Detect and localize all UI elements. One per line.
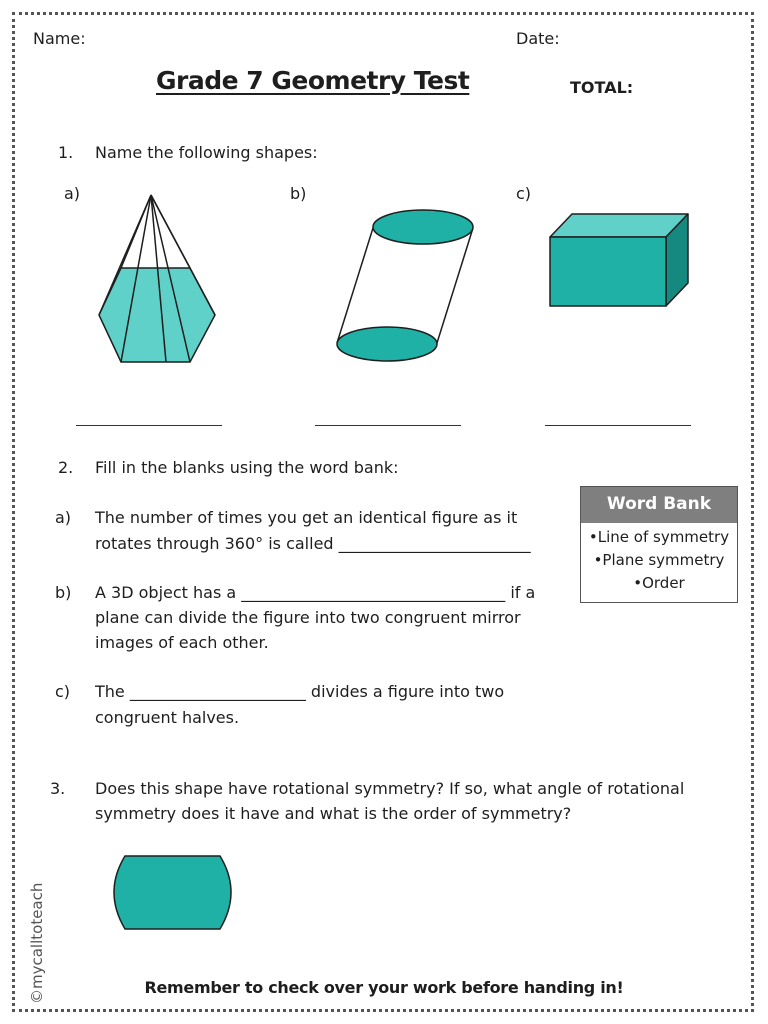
q2-c-label: c) — [55, 682, 71, 701]
q1-part-a-label: a) — [64, 184, 81, 203]
date-label: Date: — [516, 29, 560, 48]
hexagonal-pyramid-figure — [90, 190, 230, 370]
q2-b-line1: A 3D object has a _________________________________ if a — [95, 583, 536, 602]
q3-line1: Does this shape have rotational symmetry? If so, what angle of rotational — [95, 779, 685, 798]
q2-b-line3: images of each other. — [95, 633, 269, 652]
q2-prompt: Fill in the blanks using the word bank: — [95, 458, 399, 477]
q2-a-line1: The number of times you get an identical figure as it — [95, 508, 518, 527]
q1-part-c-label: c) — [516, 184, 532, 203]
oblique-cylinder-figure — [330, 200, 480, 370]
answer-line-a[interactable] — [76, 425, 222, 426]
word-bank-item: •Line of symmetry — [588, 528, 730, 546]
word-bank — [580, 486, 738, 603]
copyright-text: ©mycalltoteach — [28, 882, 46, 1004]
q2-b-line2: plane can divide the figure into two congruent mirror — [95, 608, 521, 627]
q3-number: 3. — [50, 779, 66, 798]
total-label: TOTAL: — [570, 78, 634, 97]
q1-number: 1. — [58, 143, 74, 162]
answer-line-b[interactable] — [315, 425, 461, 426]
q2-c-line1: The ______________________ divides a figure into two — [95, 682, 505, 701]
name-label: Name: — [33, 29, 86, 48]
q1-prompt: Name the following shapes: — [95, 143, 318, 162]
rectangular-prism-figure — [540, 205, 700, 315]
q2-b-label: b) — [55, 583, 72, 602]
q2-a-line2: rotates through 360° is called ________________________ — [95, 534, 531, 553]
q1-part-b-label: b) — [290, 184, 307, 203]
word-bank-item: •Order — [633, 574, 685, 592]
word-bank-title: Word Bank — [581, 487, 737, 523]
rounded-rectangle-figure — [105, 850, 245, 935]
q3-line2: symmetry does it have and what is the order of symmetry? — [95, 804, 572, 823]
page-title: Grade 7 Geometry Test — [156, 66, 470, 95]
word-bank-item: •Plane symmetry — [593, 551, 725, 569]
footer-reminder: Remember to check over your work before handing in! — [144, 978, 624, 997]
answer-line-c[interactable] — [545, 425, 691, 426]
q2-c-line2: congruent halves. — [95, 708, 240, 727]
q2-number: 2. — [58, 458, 74, 477]
q2-a-label: a) — [55, 508, 72, 527]
